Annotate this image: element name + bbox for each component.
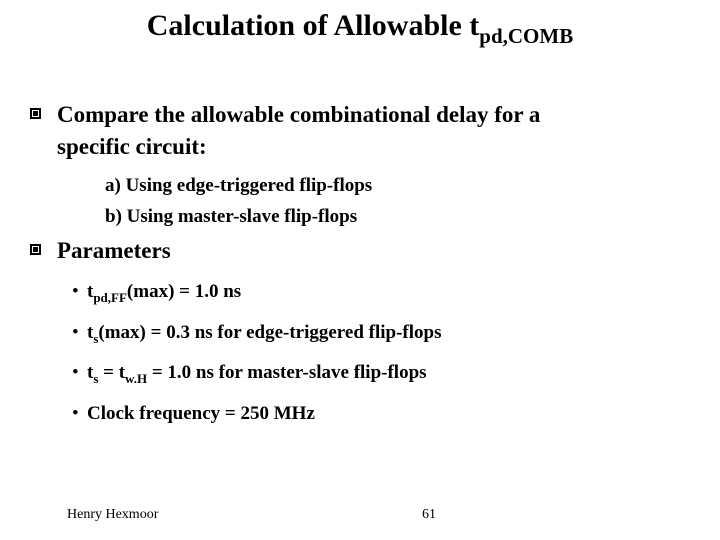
bullet-dot: •	[72, 402, 79, 424]
parameter-subscript: pd,FF	[93, 290, 127, 305]
page-number: 61	[422, 507, 436, 522]
parameter-text-part: t	[87, 362, 94, 383]
parameter-subscript: w.H	[125, 371, 148, 386]
parameter-text-part: Clock frequency = 250 MHz	[87, 402, 315, 424]
parameter-text-part: t	[87, 281, 94, 302]
parameter-item	[72, 316, 442, 357]
slide-title-main: Calculation of Allowable t	[146, 9, 480, 42]
bullet-parameters	[30, 235, 657, 267]
parameter-text-part: (max) = 0.3 ns for edge-triggered flip-flops	[98, 321, 442, 343]
bullet-parameters-text: Parameters	[57, 238, 171, 263]
parameters-list	[72, 275, 442, 431]
parameter-text-part: t	[87, 321, 94, 343]
parameter-item	[72, 275, 442, 316]
parameter-text	[87, 281, 242, 305]
bullet-compare-line-1: Compare the allowable combinational delay for a	[57, 102, 541, 127]
bullet-compare-text	[57, 99, 657, 163]
parameter-subscript: s	[93, 330, 99, 346]
parameter-text-part: = 1.0 ns for master-slave flip-flops	[147, 362, 427, 383]
parameter-text-part: (max) = 1.0 ns	[126, 281, 242, 302]
bullet-compare-line-2: specific circuit:	[57, 134, 207, 159]
square-bullet-icon	[30, 108, 41, 119]
bullet-dot: •	[72, 362, 79, 383]
footer-author: Henry Hexmoor	[67, 507, 159, 522]
bullet-compare	[30, 99, 657, 163]
parameter-text-part: = t	[98, 362, 126, 383]
slide-title-subscript: pd,COMB	[479, 24, 574, 48]
compare-subitems	[105, 170, 372, 232]
parameter-text	[87, 362, 427, 386]
bullet-dot: •	[72, 321, 79, 343]
slide-title	[0, 6, 720, 56]
subitem-edge-triggered: a) Using edge-triggered flip-flops	[105, 175, 373, 196]
parameter-item	[72, 397, 442, 432]
parameter-subscript: s	[93, 371, 99, 386]
parameter-text	[87, 321, 442, 346]
square-bullet-icon	[30, 244, 41, 255]
bullet-dot: •	[72, 281, 79, 302]
parameter-item	[72, 356, 442, 397]
subitem-master-slave: b) Using master-slave flip-flops	[105, 206, 358, 227]
parameter-text	[87, 403, 315, 424]
